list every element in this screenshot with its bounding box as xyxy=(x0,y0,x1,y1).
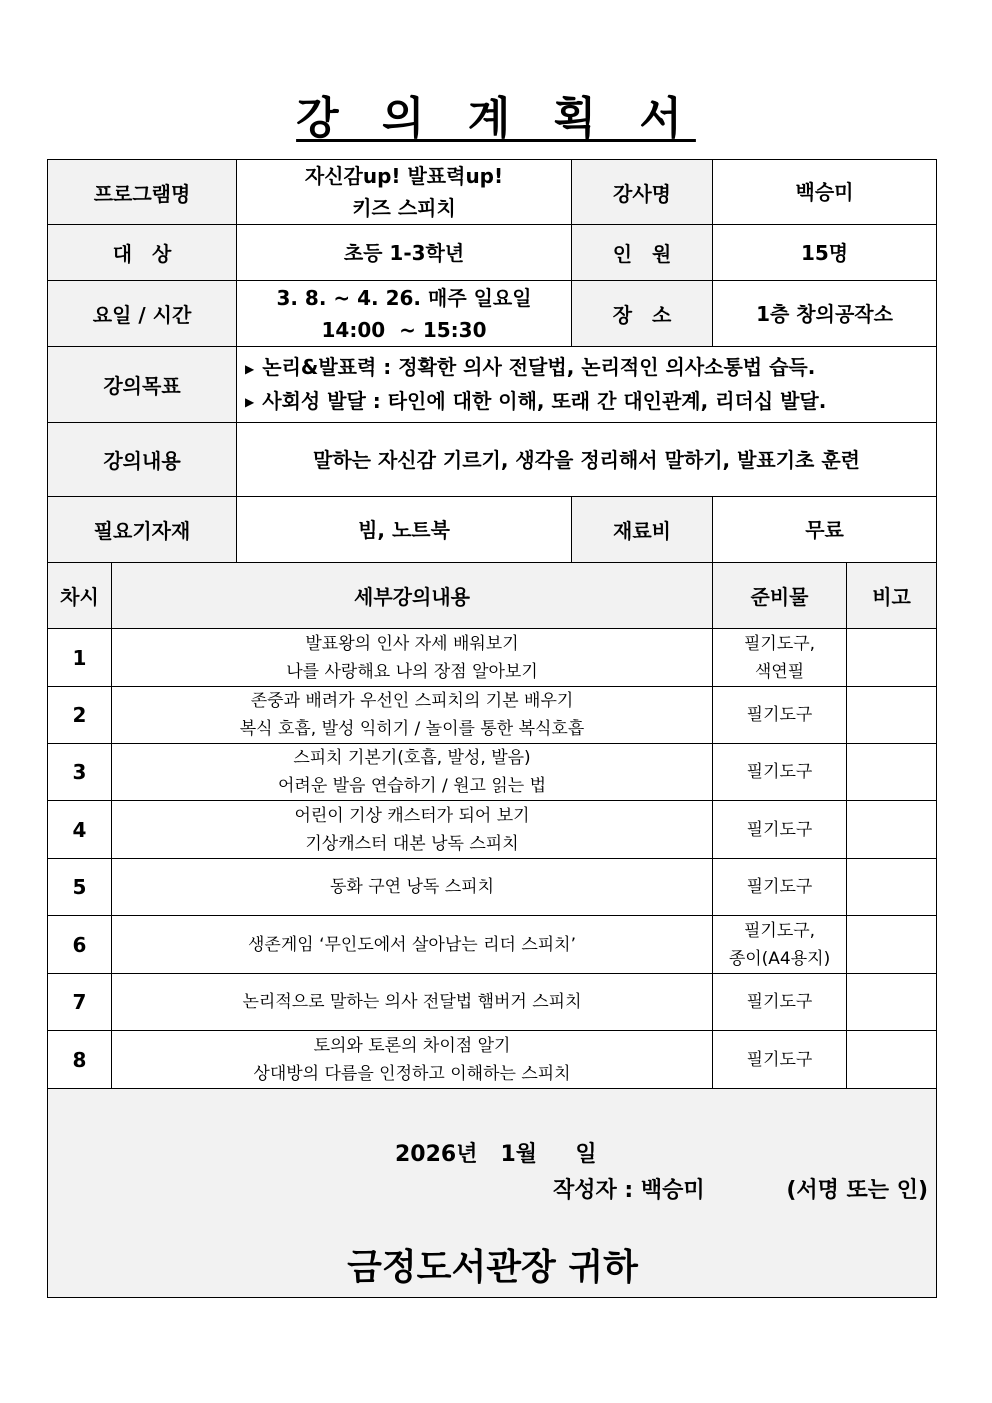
session-detail: 스피치 기본기(호흡, 발성, 발음) 어려운 발음 연습하기 / 원고 읽는 법 xyxy=(112,744,713,801)
session-row xyxy=(48,1031,937,1089)
goal-list xyxy=(237,347,937,423)
session-number: 7 xyxy=(48,974,112,1031)
goal-item: ▶ 사회성 발달 : 타인에 대한 이해, 또래 간 대인관계, 리더십 발달. xyxy=(245,388,827,413)
session-row xyxy=(48,916,937,974)
session-detail: 토의와 토론의 차이점 알기 상대방의 다름을 인정하고 이해하는 스피치 xyxy=(112,1031,713,1089)
schedule-label: 요일 / 시간 xyxy=(48,281,237,347)
session-prep-header: 준비물 xyxy=(713,563,847,629)
capacity-value: 15명 xyxy=(713,225,937,281)
session-prep: 필기도구 xyxy=(713,801,847,859)
recipient: 금정도서관장 귀하 xyxy=(347,1247,638,1288)
session-prep: 필기도구 xyxy=(713,687,847,744)
session-number: 6 xyxy=(48,916,112,974)
writer-name: 작성자 : 백승미 xyxy=(553,1178,705,1203)
session-detail: 발표왕의 인사 자세 배워보기 나를 사랑해요 나의 장점 알아보기 xyxy=(112,629,713,687)
session-note xyxy=(847,744,937,801)
content-label: 강의내용 xyxy=(48,423,237,497)
signature-footer xyxy=(48,1089,937,1298)
bullet-icon: ▶ xyxy=(245,395,255,409)
session-note xyxy=(847,859,937,916)
goal-label: 강의목표 xyxy=(48,347,237,423)
session-detail: 어린이 기상 캐스터가 되어 보기 기상캐스터 대본 낭독 스피치 xyxy=(112,801,713,859)
document-title: 강 의 계 획 서 xyxy=(296,93,696,144)
session-detail: 생존게임 ‘무인도에서 살아남는 리더 스피치’ xyxy=(112,916,713,974)
document-date: 2026년 1월 일 xyxy=(395,1142,597,1167)
schedule-value: 3. 8. ~ 4. 26. 매주 일요일 14:00 ~ 15:30 xyxy=(237,281,572,347)
session-note xyxy=(847,801,937,859)
session-prep: 필기도구 xyxy=(713,1031,847,1089)
session-detail-header: 세부강의내용 xyxy=(112,563,713,629)
session-note xyxy=(847,687,937,744)
session-note xyxy=(847,629,937,687)
session-note-header: 비고 xyxy=(847,563,937,629)
session-row xyxy=(48,801,937,859)
session-prep: 필기도구, 색연필 xyxy=(713,629,847,687)
session-note xyxy=(847,1031,937,1089)
session-row xyxy=(48,687,937,744)
session-row xyxy=(48,629,937,687)
instructor-label: 강사명 xyxy=(572,160,713,225)
session-num-header: 차시 xyxy=(48,563,112,629)
content-value: 말하는 자신감 기르기, 생각을 정리해서 말하기, 발표기초 훈련 xyxy=(237,423,937,497)
session-row xyxy=(48,974,937,1031)
target-label: 대 상 xyxy=(48,225,237,281)
bullet-icon: ▶ xyxy=(245,361,255,376)
lecture-plan-table xyxy=(47,159,937,1298)
session-note xyxy=(847,974,937,1031)
goal-item: ▶ 논리&발표력 : 정확한 의사 전달법, 논리적인 의사소통법 습득. xyxy=(245,355,816,379)
session-number: 1 xyxy=(48,629,112,687)
materials-value: 빔, 노트북 xyxy=(237,497,572,563)
session-row xyxy=(48,859,937,916)
session-prep: 필기도구 xyxy=(713,859,847,916)
program-label: 프로그램명 xyxy=(48,160,237,225)
instructor-name: 백승미 xyxy=(713,160,937,225)
fee-value: 무료 xyxy=(713,497,937,563)
session-number: 4 xyxy=(48,801,112,859)
place-value: 1층 창의공작소 xyxy=(713,281,937,347)
session-number: 3 xyxy=(48,744,112,801)
session-number: 8 xyxy=(48,1031,112,1089)
fee-label: 재료비 xyxy=(572,497,713,563)
capacity-label: 인 원 xyxy=(572,225,713,281)
session-detail: 동화 구연 낭독 스피치 xyxy=(112,859,713,916)
session-detail: 논리적으로 말하는 의사 전달법 햄버거 스피치 xyxy=(112,974,713,1031)
session-prep: 필기도구 xyxy=(713,744,847,801)
materials-label: 필요기자재 xyxy=(48,497,237,563)
program-name: 자신감up! 발표력up! 키즈 스피치 xyxy=(237,160,572,225)
signature-note: (서명 또는 인) xyxy=(786,1178,929,1203)
target-value: 초등 1-3학년 xyxy=(237,225,572,281)
session-row xyxy=(48,744,937,801)
session-note xyxy=(847,916,937,974)
session-number: 5 xyxy=(48,859,112,916)
session-detail: 존중과 배려가 우선인 스피치의 기본 배우기 복식 호흡, 발성 익히기 / 놀이를 통한 복식호흡 xyxy=(112,687,713,744)
session-number: 2 xyxy=(48,687,112,744)
place-label: 장 소 xyxy=(572,281,713,347)
session-prep: 필기도구 xyxy=(713,974,847,1031)
session-prep: 필기도구, 종이(A4용지) xyxy=(713,916,847,974)
